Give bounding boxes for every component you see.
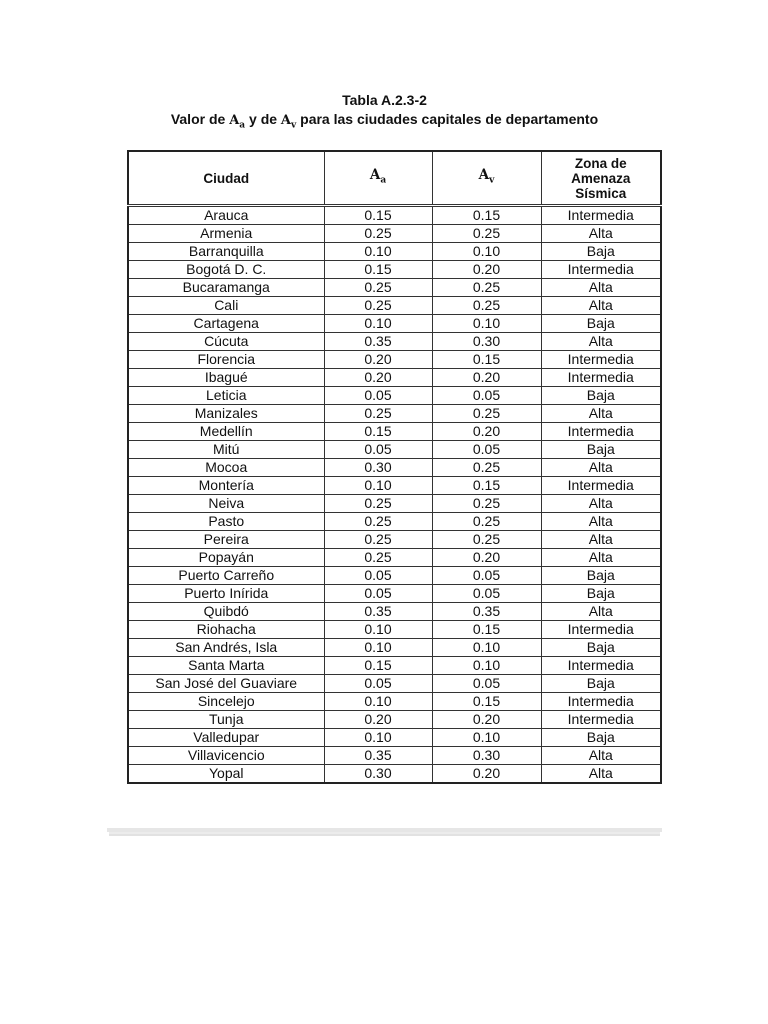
cell-ciudad: Cartagena — [128, 315, 324, 333]
table-row — [128, 315, 661, 333]
table-body — [128, 206, 661, 784]
cell-ciudad: Neiva — [128, 495, 324, 513]
header-ciudad: Ciudad — [128, 151, 324, 206]
cell-zona: Intermedia — [541, 206, 661, 225]
cell-aa: 0.25 — [324, 405, 432, 423]
cell-av: 0.05 — [432, 567, 541, 585]
cell-zona: Intermedia — [541, 369, 661, 387]
cell-ciudad: Cali — [128, 297, 324, 315]
cell-aa: 0.10 — [324, 477, 432, 495]
cell-zona: Intermedia — [541, 351, 661, 369]
cell-ciudad: Mocoa — [128, 459, 324, 477]
table-row — [128, 513, 661, 531]
cell-zona: Baja — [541, 441, 661, 459]
cell-aa: 0.10 — [324, 729, 432, 747]
cell-aa: 0.30 — [324, 459, 432, 477]
cell-av: 0.25 — [432, 531, 541, 549]
table-row — [128, 549, 661, 567]
cell-ciudad: Montería — [128, 477, 324, 495]
cell-av: 0.15 — [432, 693, 541, 711]
cell-zona: Baja — [541, 675, 661, 693]
header-zona — [541, 151, 661, 206]
cell-aa: 0.35 — [324, 747, 432, 765]
table-row — [128, 441, 661, 459]
cell-zona: Intermedia — [541, 657, 661, 675]
cell-zona: Alta — [541, 765, 661, 784]
cell-ciudad: Leticia — [128, 387, 324, 405]
table-row — [128, 693, 661, 711]
header-aa — [324, 151, 432, 206]
table-row — [128, 567, 661, 585]
table-row — [128, 675, 661, 693]
symbol-aa-sub: a — [239, 120, 246, 131]
cell-aa: 0.15 — [324, 657, 432, 675]
cell-zona: Alta — [541, 405, 661, 423]
table-row — [128, 621, 661, 639]
cell-av: 0.05 — [432, 585, 541, 603]
cell-av: 0.15 — [432, 351, 541, 369]
cell-aa: 0.15 — [324, 261, 432, 279]
title-prefix: Valor de — [170, 111, 226, 127]
cell-zona: Alta — [541, 279, 661, 297]
cell-ciudad: Popayán — [128, 549, 324, 567]
table-title — [107, 111, 662, 131]
table-row — [128, 423, 661, 441]
table-row — [128, 459, 661, 477]
cell-zona: Intermedia — [541, 477, 661, 495]
cell-av: 0.30 — [432, 747, 541, 765]
cell-ciudad: Villavicencio — [128, 747, 324, 765]
cell-av: 0.20 — [432, 261, 541, 279]
cell-av: 0.25 — [432, 405, 541, 423]
cell-av: 0.25 — [432, 495, 541, 513]
cell-zona: Alta — [541, 495, 661, 513]
table-row — [128, 297, 661, 315]
cell-av: 0.15 — [432, 621, 541, 639]
cell-zona: Intermedia — [541, 711, 661, 729]
cell-ciudad: Tunja — [128, 711, 324, 729]
cell-zona: Baja — [541, 585, 661, 603]
cell-ciudad: Manizales — [128, 405, 324, 423]
cell-av: 0.25 — [432, 279, 541, 297]
cell-av: 0.05 — [432, 387, 541, 405]
cell-ciudad: Pasto — [128, 513, 324, 531]
cell-aa: 0.10 — [324, 621, 432, 639]
symbol-av-base: A — [280, 113, 292, 128]
cell-ciudad: Mitú — [128, 441, 324, 459]
cell-aa: 0.25 — [324, 297, 432, 315]
cell-ciudad: Bogotá D. C. — [128, 261, 324, 279]
table-row — [128, 585, 661, 603]
table-row — [128, 531, 661, 549]
cell-av: 0.20 — [432, 549, 541, 567]
cell-zona: Alta — [541, 747, 661, 765]
cell-zona: Intermedia — [541, 621, 661, 639]
cell-av: 0.10 — [432, 657, 541, 675]
cell-aa: 0.20 — [324, 351, 432, 369]
cell-av: 0.30 — [432, 333, 541, 351]
cell-av: 0.10 — [432, 729, 541, 747]
cell-av: 0.25 — [432, 459, 541, 477]
table-row — [128, 333, 661, 351]
cell-aa: 0.35 — [324, 603, 432, 621]
cell-av: 0.15 — [432, 206, 541, 225]
header-aa-sub: a — [380, 175, 387, 186]
cell-ciudad: San José del Guaviare — [128, 675, 324, 693]
table-row — [128, 765, 661, 784]
cell-aa: 0.35 — [324, 333, 432, 351]
table-row — [128, 495, 661, 513]
cell-zona: Baja — [541, 315, 661, 333]
cell-aa: 0.15 — [324, 206, 432, 225]
cell-aa: 0.10 — [324, 315, 432, 333]
cell-aa: 0.05 — [324, 675, 432, 693]
cell-ciudad: Bucaramanga — [128, 279, 324, 297]
table-row — [128, 206, 661, 225]
cell-aa: 0.10 — [324, 639, 432, 657]
cell-av: 0.25 — [432, 225, 541, 243]
table-row — [128, 243, 661, 261]
cell-aa: 0.15 — [324, 423, 432, 441]
seismic-values-table — [127, 150, 662, 784]
table-row — [128, 387, 661, 405]
cell-zona: Alta — [541, 225, 661, 243]
header-aa-base: A — [369, 167, 381, 184]
table-row — [128, 369, 661, 387]
cell-av: 0.20 — [432, 369, 541, 387]
cell-aa: 0.25 — [324, 531, 432, 549]
table-row — [128, 729, 661, 747]
title-mid: y de — [249, 111, 278, 127]
cell-zona: Baja — [541, 729, 661, 747]
cell-aa: 0.25 — [324, 549, 432, 567]
cell-ciudad: Quibdó — [128, 603, 324, 621]
table-row — [128, 225, 661, 243]
symbol-av — [280, 113, 297, 131]
cell-av: 0.20 — [432, 423, 541, 441]
symbol-aa — [229, 113, 246, 131]
header-zona-line3: Sísmica — [575, 185, 627, 201]
cell-zona: Alta — [541, 333, 661, 351]
cell-ciudad: Pereira — [128, 531, 324, 549]
cell-zona: Alta — [541, 531, 661, 549]
cell-zona: Alta — [541, 513, 661, 531]
table-row — [128, 603, 661, 621]
table-row — [128, 711, 661, 729]
cell-ciudad: Florencia — [128, 351, 324, 369]
header-av-sub: v — [489, 175, 495, 186]
cell-av: 0.25 — [432, 297, 541, 315]
cell-aa: 0.05 — [324, 585, 432, 603]
cell-aa: 0.25 — [324, 495, 432, 513]
cell-zona: Baja — [541, 567, 661, 585]
header-zona-line1: Zona de — [574, 155, 627, 171]
cell-ciudad: Santa Marta — [128, 657, 324, 675]
cell-ciudad: Yopal — [128, 765, 324, 784]
cell-ciudad: Puerto Inírida — [128, 585, 324, 603]
cell-av: 0.05 — [432, 675, 541, 693]
header-av-base: A — [478, 167, 490, 184]
cell-aa: 0.20 — [324, 369, 432, 387]
cell-aa: 0.05 — [324, 387, 432, 405]
symbol-aa-base: A — [229, 113, 240, 128]
cell-aa: 0.25 — [324, 279, 432, 297]
cell-ciudad: Riohacha — [128, 621, 324, 639]
cell-ciudad: San Andrés, Isla — [128, 639, 324, 657]
cell-ciudad: Arauca — [128, 206, 324, 225]
cell-aa: 0.30 — [324, 765, 432, 784]
cell-zona: Intermedia — [541, 261, 661, 279]
cell-av: 0.35 — [432, 603, 541, 621]
cell-ciudad: Ibagué — [128, 369, 324, 387]
symbol-av-sub: v — [291, 120, 297, 131]
table-row — [128, 657, 661, 675]
table-row — [128, 405, 661, 423]
table-row — [128, 639, 661, 657]
cell-aa: 0.05 — [324, 567, 432, 585]
cell-aa: 0.10 — [324, 243, 432, 261]
cell-aa: 0.25 — [324, 225, 432, 243]
cell-zona: Alta — [541, 459, 661, 477]
cell-ciudad: Puerto Carreño — [128, 567, 324, 585]
cell-zona: Intermedia — [541, 423, 661, 441]
table-number: Tabla A.2.3-2 — [342, 92, 427, 108]
cell-zona: Baja — [541, 639, 661, 657]
cell-zona: Alta — [541, 549, 661, 567]
table-row — [128, 261, 661, 279]
cell-zona: Baja — [541, 243, 661, 261]
cell-av: 0.10 — [432, 243, 541, 261]
cell-zona: Alta — [541, 603, 661, 621]
cell-aa: 0.20 — [324, 711, 432, 729]
cell-av: 0.10 — [432, 639, 541, 657]
cell-zona: Baja — [541, 387, 661, 405]
cell-av: 0.25 — [432, 513, 541, 531]
cell-av: 0.10 — [432, 315, 541, 333]
title-suffix: para las ciudades capitales de departamento — [300, 111, 599, 127]
cell-ciudad: Cúcuta — [128, 333, 324, 351]
cell-aa: 0.25 — [324, 513, 432, 531]
cell-av: 0.05 — [432, 441, 541, 459]
cell-av: 0.15 — [432, 477, 541, 495]
cell-ciudad: Medellín — [128, 423, 324, 441]
cell-av: 0.20 — [432, 711, 541, 729]
cell-ciudad: Sincelejo — [128, 693, 324, 711]
cell-ciudad: Barranquilla — [128, 243, 324, 261]
header-zona-line2: Amenaza — [571, 170, 631, 186]
header-av — [432, 151, 541, 206]
table-header-row — [128, 151, 661, 206]
table-row — [128, 279, 661, 297]
cell-av: 0.20 — [432, 765, 541, 784]
cell-ciudad: Valledupar — [128, 729, 324, 747]
cell-zona: Alta — [541, 297, 661, 315]
table-row — [128, 351, 661, 369]
table-row — [128, 747, 661, 765]
cell-aa: 0.10 — [324, 693, 432, 711]
cell-aa: 0.05 — [324, 441, 432, 459]
table-row — [128, 477, 661, 495]
cell-ciudad: Armenia — [128, 225, 324, 243]
cell-zona: Intermedia — [541, 693, 661, 711]
